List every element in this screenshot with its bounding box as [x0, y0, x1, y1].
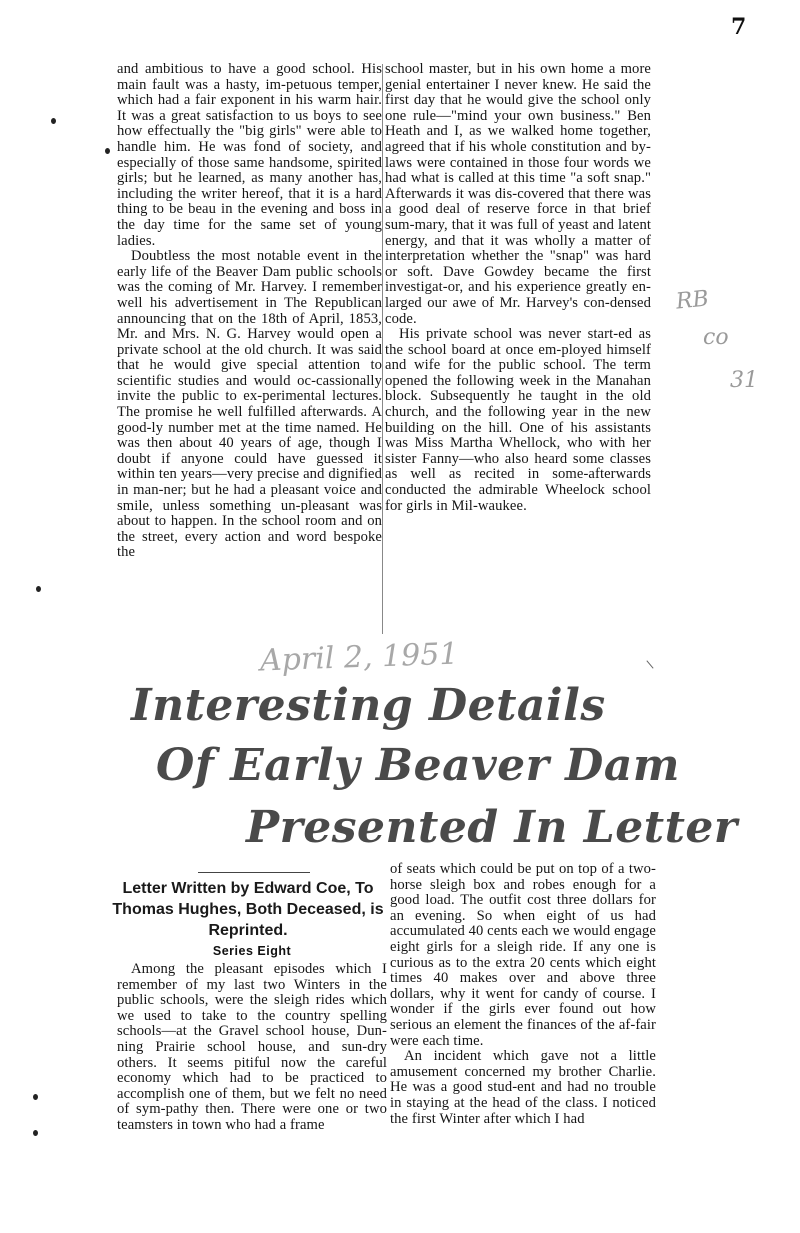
- paragraph: An incident which gave not a little amusement concerned my brother Charlie. He was a good stud-ent and had no trouble in staying at the head of the class. I noticed the first Winter after which I had: [390, 1048, 656, 1127]
- margin-dot: [36, 586, 41, 592]
- paragraph: His private school was never start-ed as the school board at once em-ployed himself and wife for the public school. The term opened the following week in the Manahan block. Subsequently he taught in the old church, and the following year in the new building on the hill. One of his assistants was Miss Martha Whellock, who with her sister Fanny—who also heard some classes as well as recited in some-afterwards conducted the admirable Wheelock school for girls in Mil-waukee.: [385, 326, 651, 514]
- margin-note: co: [703, 325, 729, 350]
- pencil-mark: [646, 660, 653, 668]
- subhead-rule: [198, 872, 310, 873]
- paragraph: Doubtless the most notable event in the early life of the Beaver Dam public schools was the coming of Mr. Harvey. I remember well his advertisement in The Republican announcing that on the 18th of April, 1853, Mr. and Mrs. N. G. Harvey would open a private school at the old church. It was said that he would give special attention to scientific studies and would oc-cassionally invite the public to ex-perimental lectures. The promise he well fulfilled afterwards. A good-ly number met at the time named. He was then about 40 years of age, though I doubt if anyone could have guessed it within ten years—very precise and dignified in man-ner; but he had a pleasant voice and smile, unless something un-pleasant was about to happen. In the school room and on the street, every action and word bespoke the: [117, 248, 382, 561]
- subheadline: Letter Written by Edward Coe, To Thomas Hughes, Both Deceased, is Reprinted.: [112, 880, 384, 939]
- paragraph: and ambitious to have a good school. His main fault was a hasty, im-petuous temper, which had a fair exponent in his warm hair. It was a great satisfaction to us boys to see how effectually the "big girls" were able to handle him. He was fond of society, and especially of those same handsome, spirited girls; but he learned, as many another has, including the writer hereof, that it is a hard thing to be beau in the evening and boss in the day time for the same set of young ladies.: [117, 61, 382, 249]
- series-label: Series Eight: [212, 944, 292, 958]
- column-divider: [382, 64, 383, 634]
- top-article-right-column: [385, 62, 651, 514]
- handwritten-date-stamp: April 2, 1951: [259, 636, 460, 679]
- headline-line-2: Of Early Beaver Dam: [156, 740, 680, 791]
- paragraph: Among the pleasant episodes which I remember of my last two Winters in the public schools, were the sleigh rides which we used to take to the country spelling schools—at the Gravel school house, Dun-ning Prairie school house, and sun-dry others. It seems pitiful now the careful economy which had to be practiced to accomplish one of them, but we felt no need of sym-pathy then. There were one or two teamsters in town who had a frame: [117, 961, 387, 1133]
- headline-line-3: Presented In Letter: [246, 802, 738, 853]
- margin-dot: [33, 1130, 38, 1136]
- margin-dot: [105, 148, 110, 154]
- top-article-left-column: [117, 62, 382, 561]
- margin-note: 31: [730, 368, 758, 393]
- paragraph: of seats which could be put on top of a two-horse sleigh box and robes enough for a good load. The outfit cost three dollars for an evening. So when eight of us had accumulated 40 cents each we would engage eight girls for a sleigh ride. If any one is curious as to the extra 20 cents which eight times 40 makes over and above three dollars, why it went for candy of course. I wonder if the girls ever found out how serious an element the finances of the af-fair were each time.: [390, 861, 656, 1049]
- page-number: 7: [731, 14, 747, 40]
- margin-dot: [51, 118, 56, 124]
- bottom-article-left-column: [117, 962, 387, 1134]
- headline-line-1: Interesting Details: [131, 680, 606, 731]
- margin-dot: [33, 1094, 38, 1100]
- margin-note: RB: [674, 286, 710, 315]
- bottom-article-right-column: [390, 862, 656, 1127]
- paragraph: school master, but in his own home a more genial entertainer I never knew. He said the first day that he would give the school only one rule—"mind your own business." Ben Heath and I, as we walked home together, agreed that if his whole constitution and by-laws were contained in those four words we had what is called at this time "a soft snap." Afterwards it was dis-covered that there was a good deal of reserve force in that brief sum-mary, that it was full of yeast and latent energy, and that it was wholly a matter of interpretation whether the "snap" was hard or soft. Dave Gowdey became the first investigat-or, and his experience greatly en-larged our awe of Mr. Harvey's con-densed code.: [385, 61, 651, 327]
